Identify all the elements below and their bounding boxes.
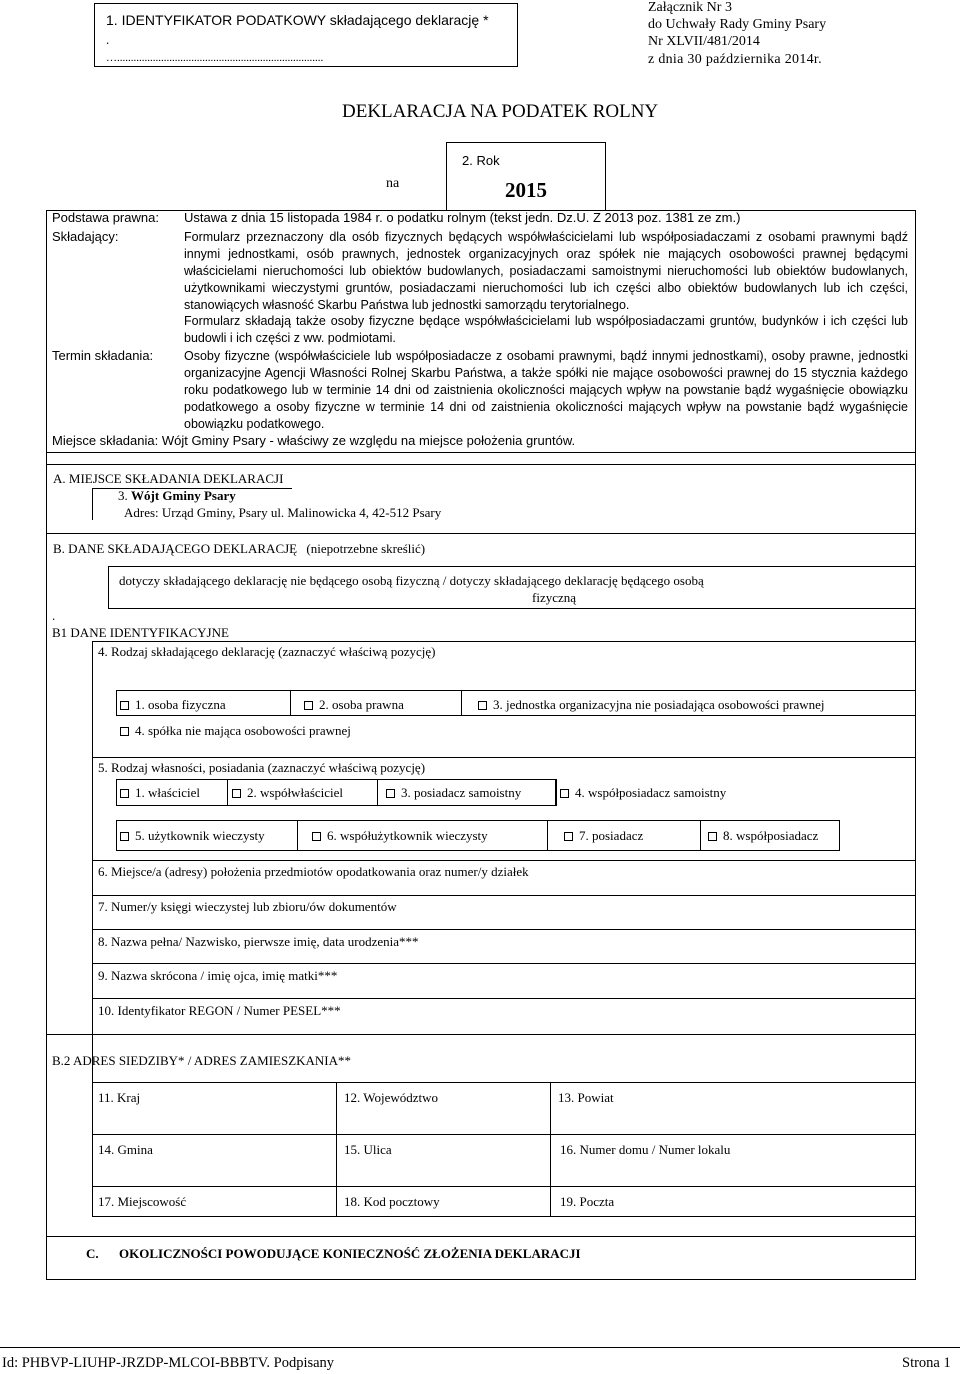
divider [92, 488, 93, 520]
field-8-label[interactable]: 8. Nazwa pełna/ Nazwisko, pierwsze imię, data urodzenia*** [98, 934, 419, 949]
divider [227, 779, 228, 806]
divider [92, 1186, 916, 1187]
tax-id-label: 1. IDENTYFIKATOR PODATKOWY składającego deklarację * [106, 12, 489, 28]
divider [92, 1216, 916, 1217]
divider [46, 452, 916, 453]
office-number: 3. [118, 488, 128, 503]
field-18-label[interactable]: 18. Kod pocztowy [344, 1194, 440, 1209]
divider [92, 860, 916, 861]
checkbox-icon [120, 789, 129, 798]
section-a-heading: A. MIEJSCE SKŁADANIA DEKLARACJI [53, 471, 284, 486]
filer-label: Składający: [52, 229, 119, 244]
section-c-heading: OKOLICZNOŚCI POWODUJĄCE KONIECZNOŚĆ ZŁOŻENIA DEKLARACJI [119, 1246, 581, 1261]
concerns-line-1: dotyczy składającego deklarację nie będącego osobą fizyczną / dotyczy składającego deklarację będącego osobą [119, 573, 704, 588]
filer-text-2: Formularz składają także osoby fizyczne będące współwłaścicielami lub współposiadaczami gruntów, budynków i ich części lub budowli i ich części z ww. podmiotami. [184, 314, 908, 345]
divider [550, 1082, 551, 1216]
legal-basis-text: Ustawa z dnia 15 listopada 1984 r. o podatku rolnym (tekst jedn. Dz.U. Z 2013 poz. 1381 ze zm.) [184, 210, 741, 225]
checkbox-icon [560, 789, 569, 798]
option-label: 2. osoba prawna [304, 697, 404, 713]
checkbox-icon [564, 832, 573, 841]
field-7-label[interactable]: 7. Numer/y księgi wieczystej lub zbioru/ów dokumentów [98, 899, 397, 914]
year-prefix: na [386, 176, 400, 191]
divider [92, 998, 916, 999]
divider [547, 820, 548, 851]
divider [46, 464, 916, 465]
office-address: Adres: Urząd Gminy, Psary ul. Malinowicka 4, 42-512 Psary [124, 505, 442, 520]
divider [92, 1134, 916, 1135]
divider [377, 779, 378, 806]
tax-id-dot: . [106, 32, 110, 47]
ownership-option[interactable]: 2. współwłaściciel [232, 785, 343, 801]
filer-text: Formularz przeznaczony dla osób fizycznych będących współwłaścicielami lub współposiadaczami z osobami prawnymi bądź innymi jednostkami, osób prawnych, jednostek organizacyjnych oraz spółek nie mających osobowości prawnej będącymi właścicielami nieruchomości lub obiektów budowlanych, posiadaczami samoistnymi nieruchomości lub obiektów budowlanych, użytkownikami wieczystymi gruntów, posiadaczami nieruchomości lub ich części albo obiektów budowlanych lub ich części, stanowiących własność Skarbu Państwa lub jednostki samorządu terytorialnego. [184, 230, 908, 312]
divider [92, 1082, 916, 1083]
b1-heading: B1 DANE IDENTYFIKACYJNE [52, 625, 229, 640]
footer-page: Strona 1 [902, 1355, 951, 1371]
checkbox-icon [386, 789, 395, 798]
field-12-label[interactable]: 12. Województwo [344, 1090, 439, 1105]
field-5-label: 5. Rodzaj własności, posiadania (zaznaczyć właściwą pozycję) [98, 760, 426, 775]
divider [46, 533, 916, 534]
checkbox-icon [478, 701, 487, 710]
divider [92, 963, 916, 964]
deadline-text: Osoby fizyczne (współwłaściciele lub współposiadacze z osobami prawnymi, bądź innymi jednostkami), osoby prawne, jednostki organizacyjne Agencji Własności Rolnej Skarbu Państwa, a także spółki nie mające osobowości prawnej do 15 stycznia każdego roku podatkowego lub w terminie 14 dni od zaistnienia okoliczności mających wpływ na powstanie bądź wygaśnięcie obowiązku podatkowego a osoby fizyczne w terminie 14 dni od zaistnienia okoliczności mających wpływ na powstanie bądź wygaśnięcie obowiązku podatkowego. [184, 349, 908, 431]
footer-id: Id: PHBVP-LIUHP-JRZDP-MLCOI-BBBTV. Podpisany [2, 1355, 335, 1371]
checkbox-icon [304, 701, 313, 710]
page-title: DEKLARACJA NA PODATEK ROLNY [342, 101, 659, 122]
ownership-option[interactable]: 5. użytkownik wieczysty [120, 828, 265, 844]
field-17-label[interactable]: 17. Miejscowość [98, 1194, 187, 1209]
year-box-left [446, 142, 447, 210]
field-11-label[interactable]: 11. Kraj [98, 1090, 141, 1105]
annex-date: z dnia 30 października 2014r. [648, 52, 822, 67]
section-c-letter: C. [86, 1246, 99, 1261]
section-b-title: B. DANE SKŁADAJĄCEGO DEKLARACJĘ [53, 541, 298, 556]
divider [92, 757, 916, 758]
field-10-label[interactable]: 10. Identyfikator REGON / Numer PESEL*** [98, 1003, 341, 1018]
year-value[interactable]: 2015 [505, 178, 547, 202]
section-b-note: (niepotrzebne skreślić) [306, 541, 426, 556]
concerns-line-2: fizyczną [532, 590, 577, 605]
annex-number: Nr XLVII/481/2014 [648, 34, 760, 49]
field-6-label[interactable]: 6. Miejsce/a (adresy) położenia przedmiotów opodatkowania oraz numer/y działek [98, 864, 529, 879]
ownership-option[interactable]: 4. współposiadacz samoistny [560, 785, 726, 801]
divider [297, 820, 298, 851]
checkbox-icon [708, 832, 717, 841]
divider [92, 895, 916, 896]
b-dot: . [52, 608, 56, 623]
section-b-heading [53, 541, 425, 557]
checkbox-icon [312, 832, 321, 841]
year-box-top [446, 142, 606, 143]
divider [46, 1236, 916, 1237]
field-13-label[interactable]: 13. Powiat [558, 1090, 614, 1105]
field-4-label: 4. Rodzaj składającego deklarację (zaznaczyć właściwą pozycję) [98, 644, 436, 659]
checkbox-icon [120, 727, 129, 736]
legal-basis-label: Podstawa prawna: [52, 210, 159, 225]
field-9-label[interactable]: 9. Nazwa skrócona / imię ojca, imię matki*** [98, 968, 338, 983]
ownership-option[interactable]: 3. posiadacz samoistny [386, 785, 521, 801]
field-15-label[interactable]: 15. Ulica [344, 1142, 392, 1157]
checkbox-icon [120, 701, 129, 710]
divider [700, 820, 701, 851]
ownership-option[interactable]: 6. współużytkownik wieczysty [312, 828, 488, 844]
year-label: 2. Rok [462, 153, 500, 168]
b2-heading: B.2 ADRES SIEDZIBY* / ADRES ZAMIESZKANIA** [52, 1053, 352, 1068]
ownership-option[interactable]: 1. właściciel [120, 785, 200, 801]
tax-id-dots[interactable]: …........................................................................... [106, 52, 324, 64]
divider [92, 929, 916, 930]
deadline-label: Termin składania: [52, 348, 154, 363]
footer-rule [0, 1347, 960, 1348]
checkbox-icon [120, 832, 129, 841]
field-14-label[interactable]: 14. Gmina [98, 1142, 153, 1157]
office-name: Wójt Gminy Psary [131, 488, 236, 503]
field-19-label[interactable]: 19. Poczta [560, 1194, 615, 1209]
place-text: Miejsce składania: Wójt Gminy Psary - właściwy ze względu na miejsce położenia gruntów. [52, 433, 576, 448]
ownership-option[interactable]: 7. posiadacz [564, 828, 643, 844]
divider [46, 1034, 916, 1035]
divider [556, 779, 557, 806]
annex-title: Załącznik Nr 3 [648, 0, 732, 15]
year-box-right [605, 142, 606, 210]
option-label[interactable]: 4. spółka nie mająca osobowości prawnej [120, 723, 351, 739]
divider [336, 1082, 337, 1216]
field-16-label[interactable]: 16. Numer domu / Numer lokalu [560, 1142, 731, 1157]
divider [92, 641, 916, 642]
annex-resolution: do Uchwały Rady Gminy Psary [648, 17, 827, 32]
option-label: 1. osoba fizyczna [120, 697, 226, 713]
option-label: 3. jednostka organizacyjna nie posiadająca osobowości prawnej [478, 697, 825, 713]
ownership-option[interactable]: 8. współposiadacz [708, 828, 818, 844]
checkbox-icon [232, 789, 241, 798]
